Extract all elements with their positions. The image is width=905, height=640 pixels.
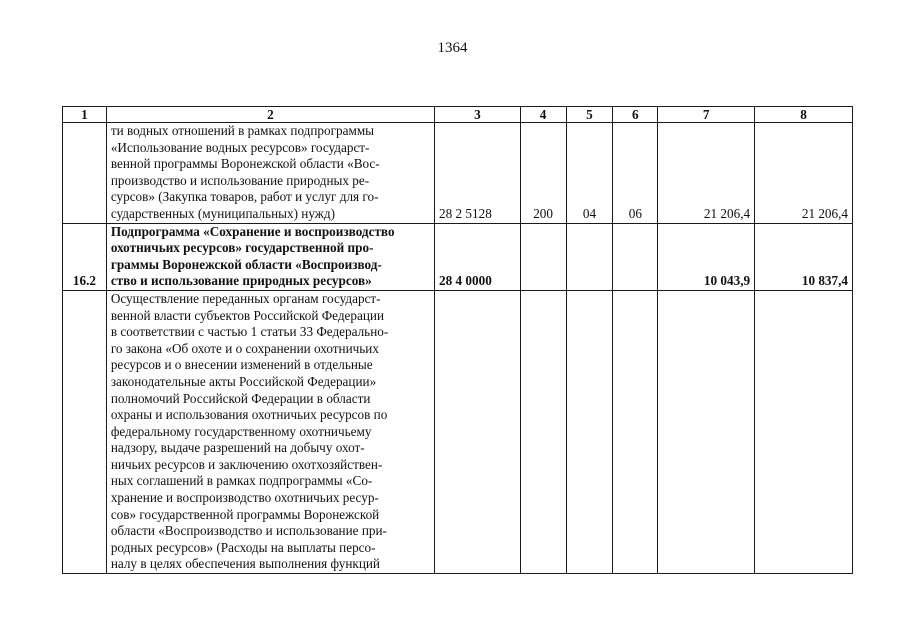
description-line: сударственных (муниципальных) нужд)	[110, 205, 335, 221]
description-line: венной программы Воронежской области «Вос-	[110, 156, 380, 172]
budget-table	[62, 106, 853, 574]
column-header-4: 4	[520, 107, 566, 123]
subsection-code: 06	[613, 123, 658, 224]
description-line: сов» государственной программы Воронежской	[110, 506, 380, 522]
description-line: налу в целях обеспечения выполнения функций	[110, 556, 380, 572]
page-number: 1364	[437, 40, 468, 56]
section-code: 04	[566, 123, 613, 224]
row-description	[106, 290, 434, 573]
description-line: ство и использование природных ресурсов»	[110, 273, 372, 289]
section-code	[566, 290, 613, 573]
program-code	[435, 290, 521, 573]
amount-col-7	[658, 290, 755, 573]
expense-type	[520, 290, 566, 573]
table-row	[63, 290, 853, 573]
amount-col-8: 21 206,4	[755, 123, 853, 224]
description-line: сурсов» (Закупка товаров, работ и услуг для го-	[110, 189, 379, 205]
row-index: 16.2	[63, 223, 107, 290]
amount-col-7: 21 206,4	[658, 123, 755, 224]
program-code: 28 4 0000	[435, 223, 521, 290]
description-line: охраны и использования охотничьих ресурсов по	[110, 407, 388, 423]
amount-col-8: 10 837,4	[755, 223, 853, 290]
description-line: законодательные акты Российской Федерации»	[110, 373, 377, 389]
description-line: ных соглашений в рамках подпрограммы «Со-	[110, 473, 373, 489]
table-row	[63, 123, 853, 224]
column-header-1: 1	[63, 107, 107, 123]
amount-col-7: 10 043,9	[658, 223, 755, 290]
expense-type	[520, 223, 566, 290]
description-line: надзору, выдаче разрешений на добычу охот-	[110, 440, 365, 456]
row-index	[63, 290, 107, 573]
description-line: родных ресурсов» (Расходы на выплаты персо-	[110, 539, 376, 555]
column-header-2: 2	[106, 107, 434, 123]
description-line: граммы Воронежской области «Воспроизвод-	[110, 256, 382, 272]
description-line: ресурсов и о внесении изменений в отдельные	[110, 357, 373, 373]
description-line: федеральному государственному охотничьему	[110, 423, 372, 439]
description-line: области «Воспроизводство и использование при-	[110, 523, 387, 539]
description-line: «Использование водных ресурсов» государст-	[110, 139, 370, 155]
section-code	[566, 223, 613, 290]
description-line: го закона «Об охоте и о сохранении охотничьих	[110, 340, 379, 356]
description-line: венной власти субъектов Российской Федерации	[110, 307, 385, 323]
row-description	[106, 223, 434, 290]
subsection-code	[613, 290, 658, 573]
description-line: Подпрограмма «Сохранение и воспроизводство	[110, 223, 395, 239]
program-code: 28 2 5128	[435, 123, 521, 224]
amount-col-8	[755, 290, 853, 573]
row-description	[106, 123, 434, 224]
column-header-8: 8	[755, 107, 853, 123]
column-header-3: 3	[435, 107, 521, 123]
description-line: ти водных отношений в рамках подпрограммы	[110, 123, 375, 138]
column-header-5: 5	[566, 107, 613, 123]
description-line: полномочий Российской Федерации в области	[110, 390, 371, 406]
subsection-code	[613, 223, 658, 290]
description-line: охотничьих ресурсов» государственной про-	[110, 240, 374, 256]
description-line: производство и использование природных ре-	[110, 172, 370, 188]
column-header-6: 6	[613, 107, 658, 123]
header-row	[63, 107, 853, 123]
table-row	[63, 223, 853, 290]
description-line: ничьих ресурсов и заключению охотхозяйствен-	[110, 456, 383, 472]
description-line: хранение и воспроизводство охотничьих ресур-	[110, 490, 379, 506]
row-index	[63, 123, 107, 224]
column-header-7: 7	[658, 107, 755, 123]
description-line: Осуществление переданных органам государст-	[110, 290, 381, 306]
expense-type: 200	[520, 123, 566, 224]
description-line: в соответствии с частью 1 статьи 33 Федерально-	[110, 324, 389, 340]
